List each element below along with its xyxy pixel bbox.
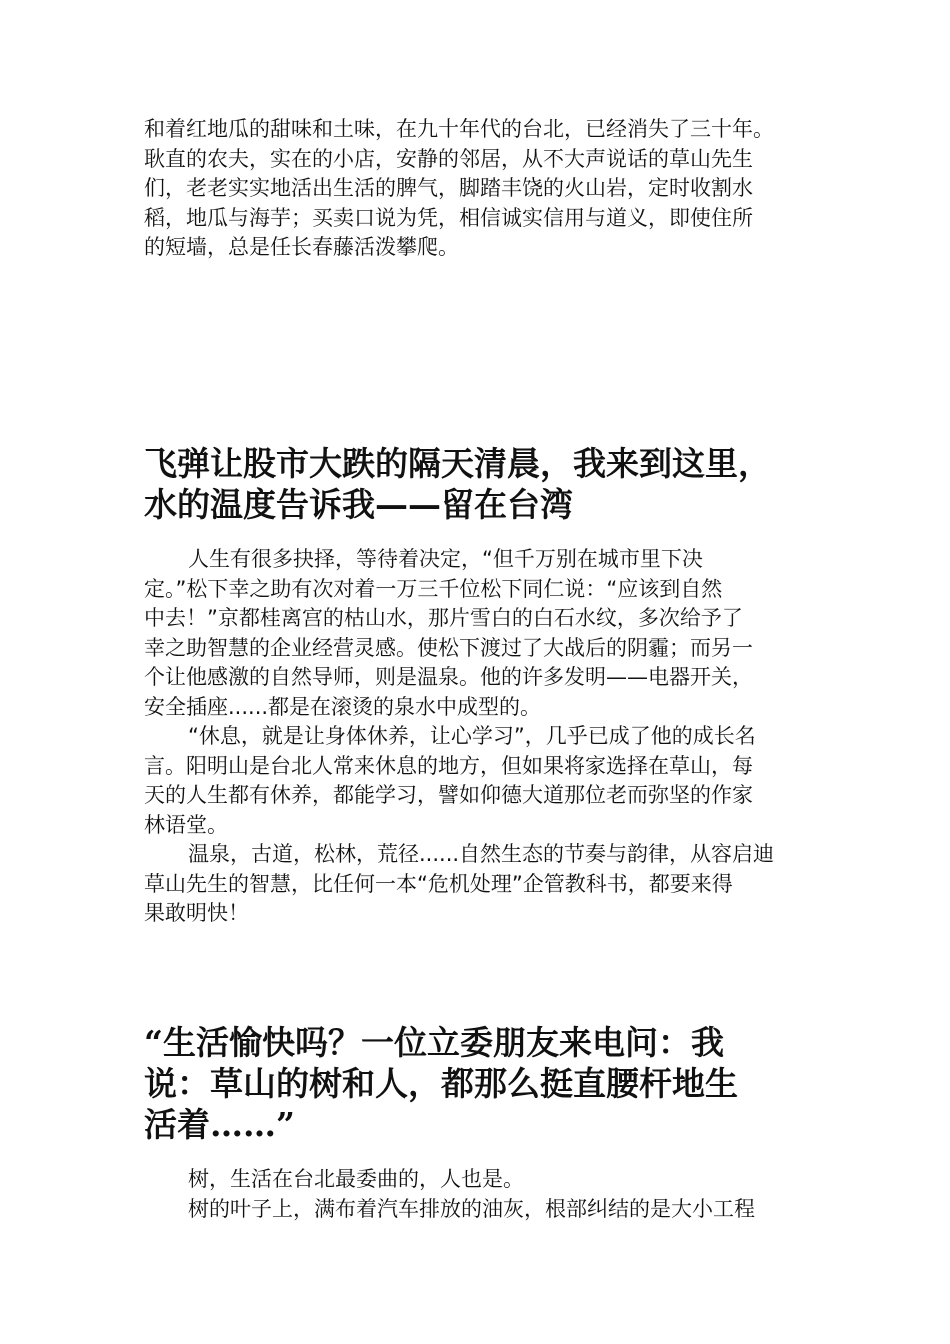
text-line: 们，老老实实地活出生活的脾气，脚踏丰饶的火山岩，定时收割水 bbox=[144, 176, 753, 200]
text-line: 树的叶子上，满布着汽车排放的油灰，根部纠结的是大小工程 bbox=[188, 1196, 755, 1221]
text-line: 草山先生的智慧，比任何一本“危机处理”企管教科书，都要来得 bbox=[144, 871, 733, 896]
intro-paragraph bbox=[144, 115, 812, 263]
text-line: 果敢明快！ bbox=[144, 901, 249, 925]
text-line: 人生有很多抉择，等待着决定，“但千万别在城市里下决 bbox=[188, 547, 703, 571]
text-line: 中去！”京都桂离宫的枯山水，那片雪白的白石水纹，多次给予了 bbox=[144, 606, 743, 630]
text-line: 林语堂。 bbox=[144, 812, 228, 837]
text-line: 言。阳明山是台北人常来休息的地方，但如果将家选择在草山，每 bbox=[144, 753, 753, 778]
text-line: 安全插座......都是在滚烫的泉水中成型的。 bbox=[144, 694, 542, 719]
heading-line: “生活愉快吗？一位立委朋友来电问：我 bbox=[144, 1023, 724, 1062]
text-line: 个让他感激的自然导师，则是温泉。他的许多发明——电器开关， bbox=[144, 665, 753, 689]
heading-line: 活着……” bbox=[144, 1105, 295, 1144]
text-line: 幸之助智慧的企业经营灵感。使松下渡过了大战后的阴霾；而另一 bbox=[144, 635, 753, 660]
text-line: 温泉，古道，松林，荒径......自然生态的节奏与韵律，从容启迪 bbox=[188, 842, 775, 866]
text-line: “休息，就是让身体休养，让心学习”，几乎已成了他的成长名 bbox=[188, 724, 756, 748]
heading-line: 飞弹让股市大跌的隔天清晨，我来到这里， bbox=[144, 444, 771, 483]
section1-body bbox=[144, 545, 812, 929]
text-line: 的短墙，总是任长春藤活泼攀爬。 bbox=[144, 235, 459, 259]
text-line: 天的人生都有休养，都能学习，譬如仰德大道那位老而弥坚的作家 bbox=[144, 783, 753, 807]
paragraph bbox=[144, 722, 812, 840]
paragraph bbox=[144, 1165, 812, 1195]
text-line: 稻，地瓜与海芋；买卖口说为凭，相信诚实信用与道义，即使住所 bbox=[144, 205, 753, 230]
paragraph bbox=[144, 1195, 812, 1225]
heading-line: 说：草山的树和人，都那么挺直腰杆地生 bbox=[144, 1064, 738, 1103]
section-heading-2 bbox=[144, 1022, 834, 1145]
text-line: 和着红地瓜的甜味和土味，在九十年代的台北，已经消失了三十年。 bbox=[144, 117, 774, 141]
text-line: 定。”松下幸之助有次对着一万三千位松下同仁说：“应该到自然 bbox=[144, 576, 723, 601]
paragraph bbox=[144, 840, 812, 929]
heading-line: 水的温度告诉我——留在台湾 bbox=[144, 485, 573, 524]
section2-body bbox=[144, 1165, 812, 1224]
section-heading-1 bbox=[144, 443, 834, 525]
paragraph bbox=[144, 545, 812, 722]
text-line: 树，生活在台北最委曲的，人也是。 bbox=[188, 1167, 524, 1191]
text-line: 耿直的农夫，实在的小店，安静的邻居，从不大声说话的草山先生 bbox=[144, 146, 753, 171]
